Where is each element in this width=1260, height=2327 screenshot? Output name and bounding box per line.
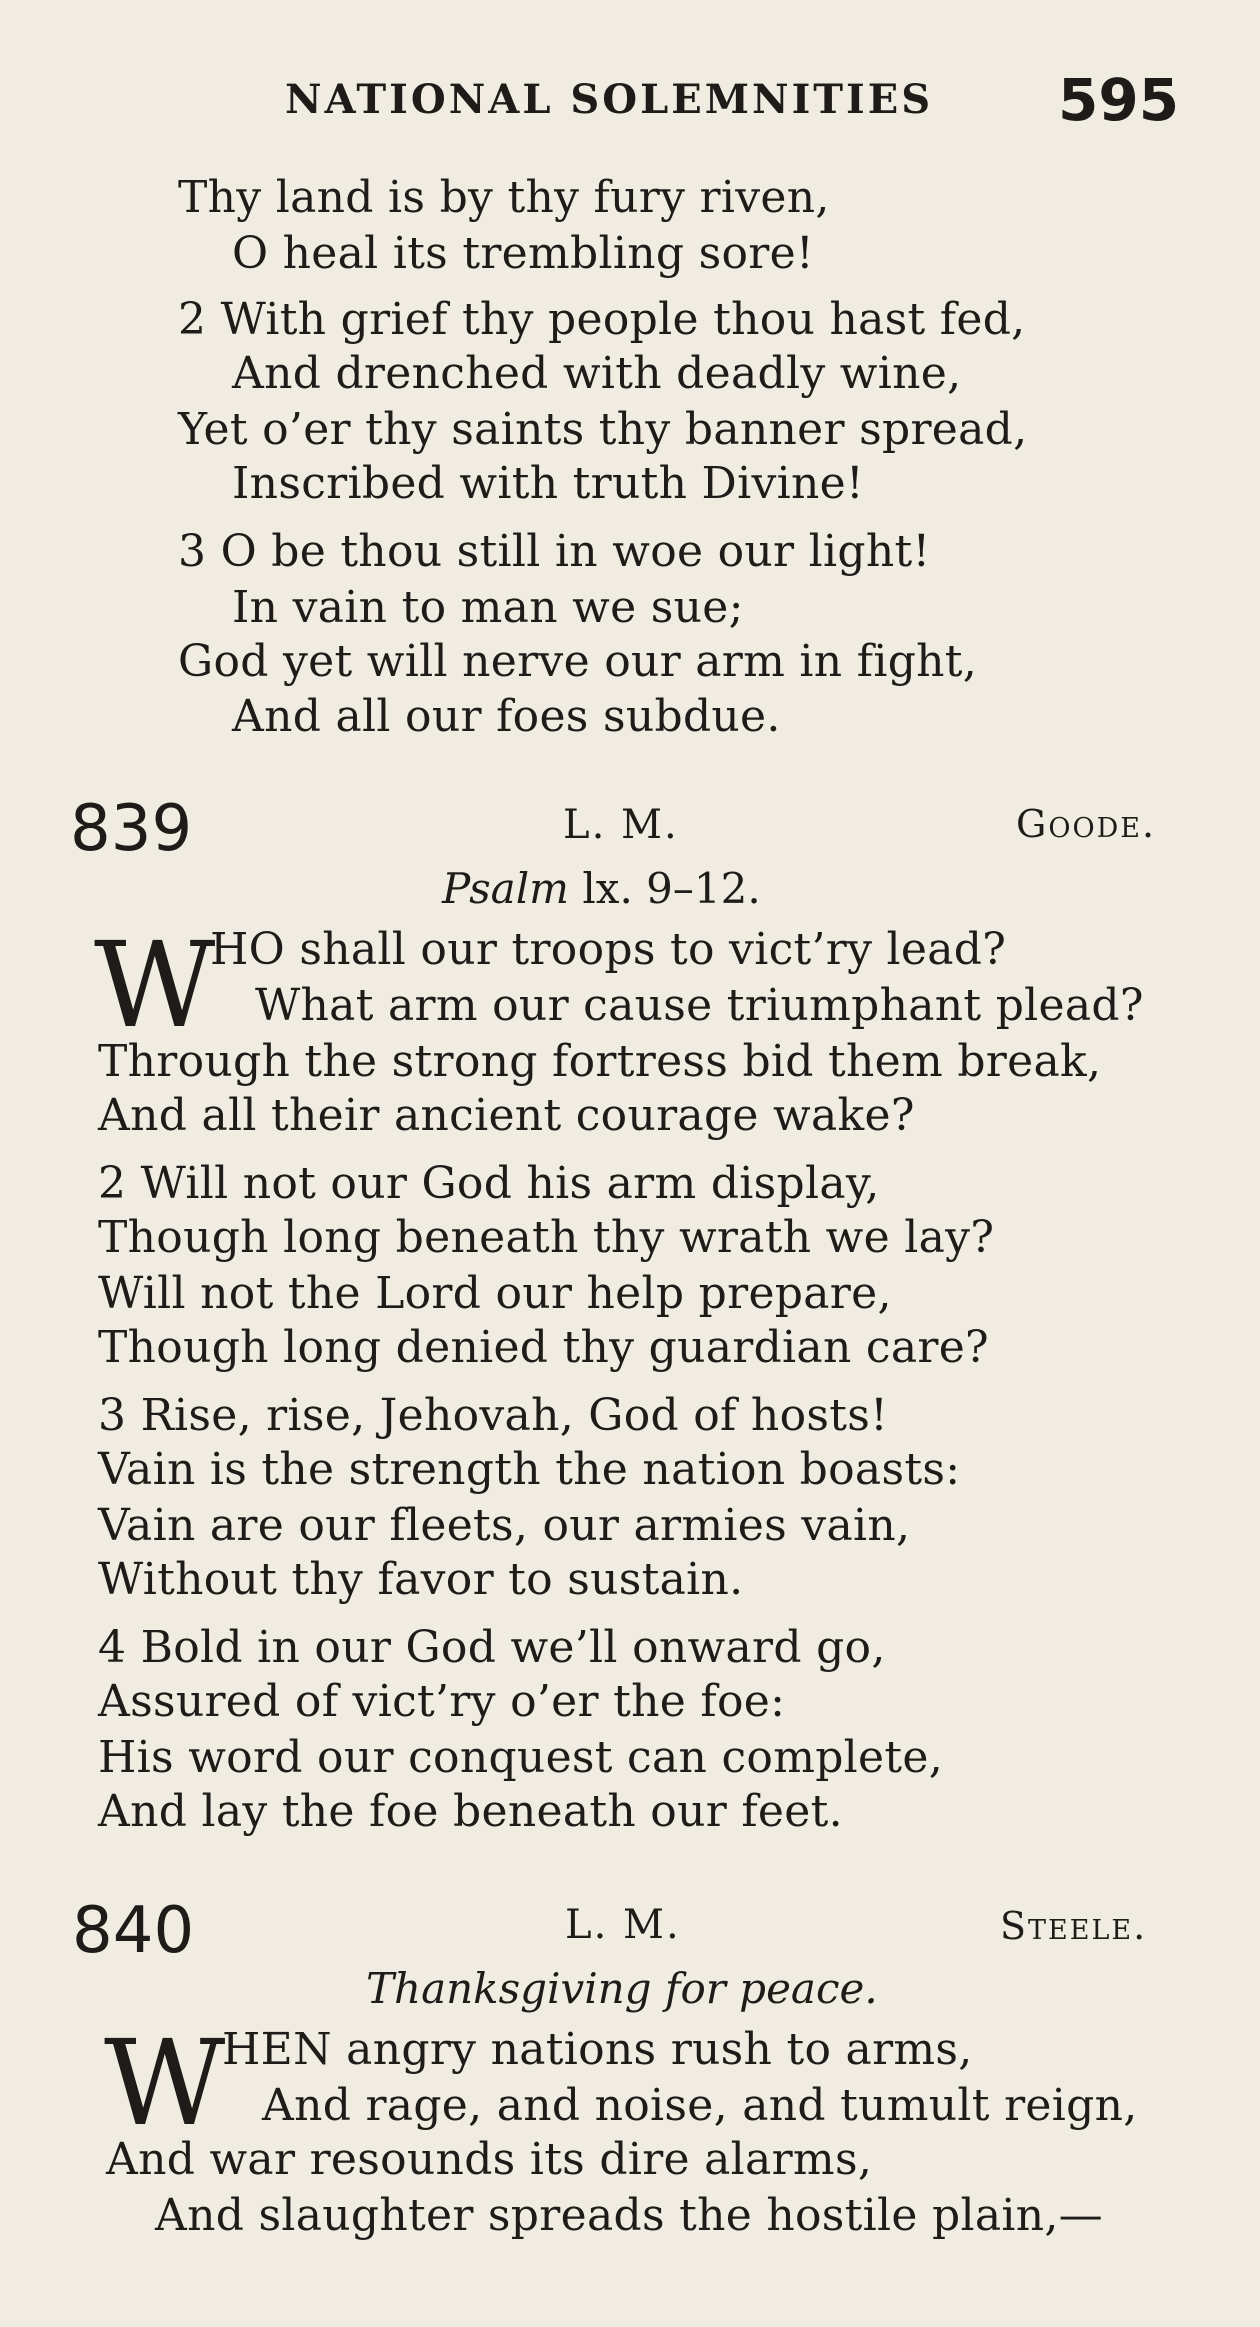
verse-line: And slaughter spreads the hostile plain,— bbox=[155, 2190, 1103, 2241]
verse-line: What arm our cause triumphant plead? bbox=[255, 980, 1144, 1031]
verse-line: Without thy favor to sustain. bbox=[98, 1554, 744, 1605]
verse-line: Will not the Lord our help prepare, bbox=[98, 1268, 892, 1319]
page-number: 595 bbox=[1058, 66, 1180, 134]
verse-line: And all their ancient courage wake? bbox=[98, 1090, 915, 1141]
hymn-subtitle: Thanksgiving for peace. bbox=[366, 1964, 878, 2013]
drop-cap: W bbox=[94, 916, 216, 1054]
verse-line: Through the strong fortress bid them break, bbox=[98, 1036, 1102, 1087]
verse-line: Assured of vict’ry o’er the foe: bbox=[98, 1676, 786, 1727]
verse-line: 2 Will not our God his arm display, bbox=[98, 1158, 880, 1209]
hymn-author: Steele. bbox=[1000, 1904, 1148, 1948]
hymn-subtitle bbox=[442, 864, 761, 913]
verse-line: In vain to man we sue; bbox=[232, 582, 744, 633]
verse-line: Yet o’er thy saints thy banner spread, bbox=[178, 404, 1028, 455]
hymn-number: 839 bbox=[70, 792, 193, 866]
verse-line: And war resounds its dire alarms, bbox=[106, 2134, 873, 2185]
running-header-title: NATIONAL SOLEMNITIES bbox=[285, 76, 934, 123]
verse-line: And rage, and noise, and tumult reign, bbox=[262, 2080, 1138, 2131]
verse-line: Vain are our fleets, our armies vain, bbox=[98, 1500, 911, 1551]
hymn-meter: L. M. bbox=[563, 802, 679, 848]
verse-line: O heal its trembling sore! bbox=[232, 228, 814, 279]
hymn-author: Goode. bbox=[1016, 802, 1157, 846]
verse-line: And all our foes subdue. bbox=[232, 691, 781, 742]
verse-line: And drenched with deadly wine, bbox=[232, 348, 962, 399]
verse-line: 3 O be thou still in woe our light! bbox=[178, 526, 931, 577]
verse-line: 2 With grief thy people thou hast fed, bbox=[178, 294, 1026, 345]
verse-line: 4 Bold in our God we’ll onward go, bbox=[98, 1622, 886, 1673]
verse-line: 3 Rise, rise, Jehovah, God of hosts! bbox=[98, 1390, 889, 1441]
subtitle-italic: Psalm bbox=[442, 864, 569, 913]
verse-line: Inscribed with truth Divine! bbox=[232, 458, 864, 509]
hymn-number: 840 bbox=[72, 1894, 195, 1968]
verse-line: Vain is the strength the nation boasts: bbox=[98, 1444, 961, 1495]
verse-line: And lay the foe beneath our feet. bbox=[98, 1786, 843, 1837]
verse-line: HO shall our troops to vict’ry lead? bbox=[210, 924, 1007, 975]
verse-line: Though long denied thy guardian care? bbox=[98, 1322, 989, 1373]
subtitle-reference: lx. 9–12. bbox=[568, 864, 761, 913]
verse-line: His word our conquest can complete, bbox=[98, 1732, 943, 1783]
verse-line: Though long beneath thy wrath we lay? bbox=[98, 1212, 995, 1263]
verse-line: HEN angry nations rush to arms, bbox=[222, 2024, 973, 2075]
verse-line: Thy land is by thy fury riven, bbox=[178, 172, 830, 223]
hymn-meter: L. M. bbox=[565, 1902, 681, 1948]
verse-line: God yet will nerve our arm in fight, bbox=[178, 636, 978, 687]
drop-cap: W bbox=[104, 2014, 226, 2152]
